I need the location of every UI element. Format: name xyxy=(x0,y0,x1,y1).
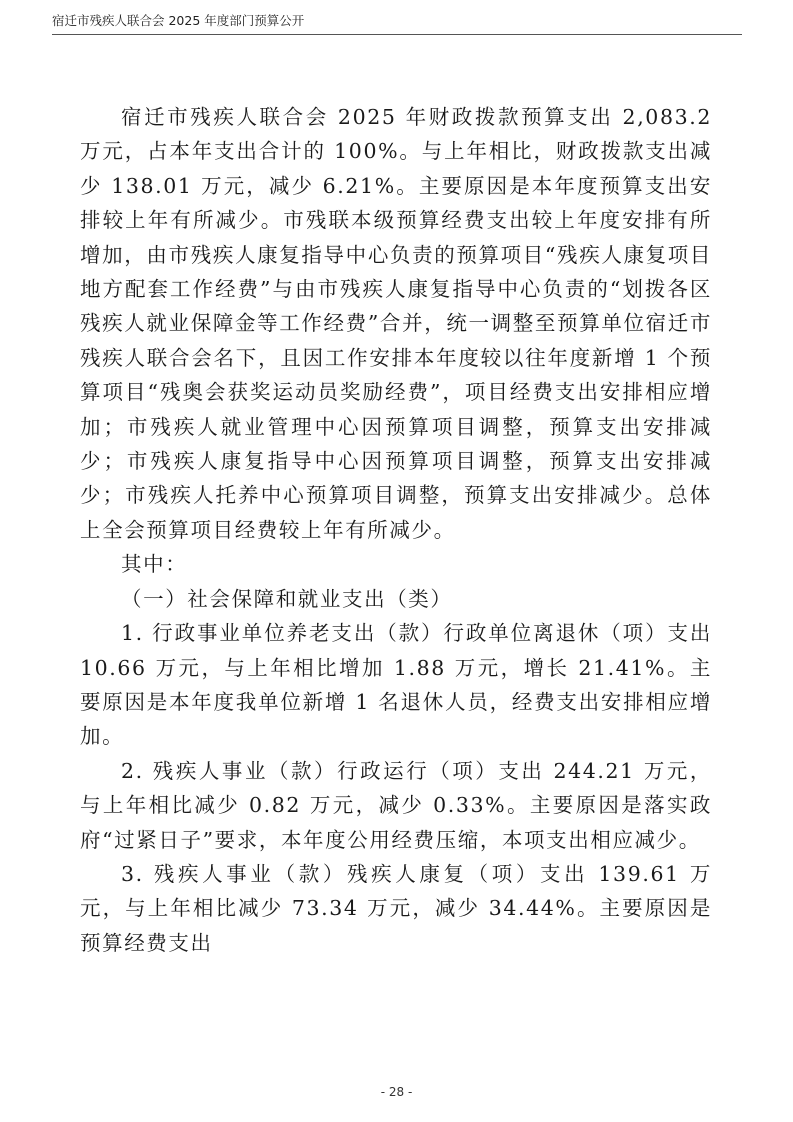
section-heading-social-security: （一）社会保障和就业支出（类） xyxy=(121,586,453,611)
header-divider xyxy=(52,34,742,35)
paragraph-among-which: 其中： xyxy=(121,552,188,577)
page-header xyxy=(52,8,742,34)
paragraph-item-2: 2. 残疾人事业（款）行政运行（项）支出 244.21 万元，与上年相比减少 0.82 万元，减少 0.33%。主要原因是落实政府“过紧日子”要求，本年度公用经费压缩，本项支出相应减少。 xyxy=(80,758,712,852)
header-title: 宿迁市残疾人联合会 2025 年度部门预算公开 xyxy=(52,13,305,28)
page-number: - 28 - xyxy=(380,1085,413,1099)
paragraph-item-3: 3. 残疾人事业（款）残疾人康复（项）支出 139.61 万元，与上年相比减少 73.34 万元，减少 34.44%。主要原因是预算经费支出 xyxy=(80,861,712,955)
paragraph-budget-summary: 宿迁市残疾人联合会 2025 年财政拨款预算支出 2,083.2 万元，占本年支出合计的 100%。与上年相比，财政拨款支出减少 138.01 万元，减少 6.21%。主要原因是本年度预算支出安排较上年有所减少。市残联本级预算经费支出较上年度安排有所增加，由市残疾人康复指导中心负责的预算项目“残疾人康复项目地方配套工作经费”与由市残疾人康复指导中心负责的“划拨各区残疾人就业保障金等工作经费”合并，统一调整至预算单位宿迁市残疾人联合会名下，且因工作安排本年度较以往年度新增 1 个预算项目“残奥会获奖运动员奖励经费”，项目经费支出安排相应增加；市残疾人就业管理中心因预算项目调整，预算支出安排减少；市残疾人康复指导中心因预算项目调整，预算支出安排减少；市残疾人托养中心预算项目调整，预算支出安排减少。总体上全会预算项目经费较上年有所减少。 xyxy=(80,105,712,542)
page-footer xyxy=(0,1085,793,1099)
paragraph-item-1: 1. 行政事业单位养老支出（款）行政单位离退休（项）支出 10.66 万元，与上年相比增加 1.88 万元，增长 21.41%。主要原因是本年度我单位新增 1 名退休人员，经费支出安排相应增加。 xyxy=(80,621,712,749)
document-body xyxy=(80,100,712,960)
